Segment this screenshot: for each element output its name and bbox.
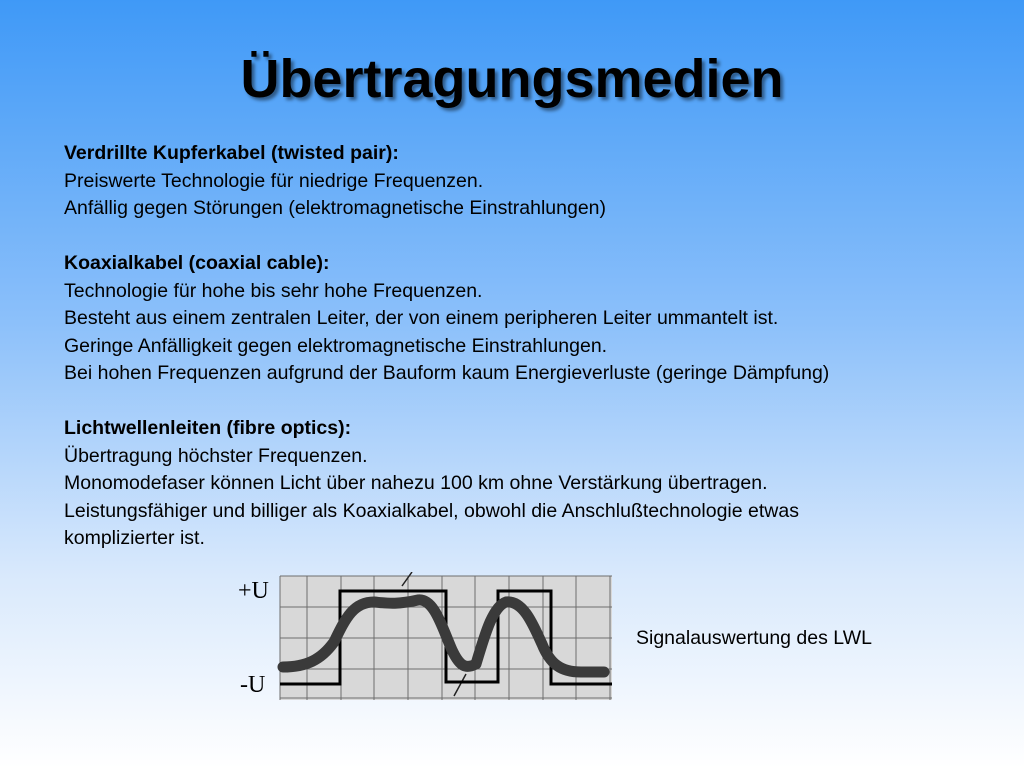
label-plus-u: +U [238, 578, 269, 604]
section-line: Bei hohen Frequenzen aufgrund der Bauform kaum Energieverluste (geringe Dämpfung) [64, 362, 830, 384]
section-line: Übertragung höchster Frequenzen. [64, 444, 368, 467]
section-line: Geringe Anfälligkeit gegen elektromagnetische Einstrahlungen. [64, 334, 608, 357]
section-line: Preiswerte Technologie für niedrige Frequenzen. [64, 169, 484, 192]
figure-caption: Signalauswertung des LWL [636, 627, 872, 649]
section-heading: Verdrillte Kupferkabel (twisted pair): [64, 142, 399, 164]
section-line: Besteht aus einem zentralen Leiter, der von einem peripheren Leiter ummantelt ist. [64, 307, 779, 329]
signal-diagram [236, 572, 616, 702]
section-fibre-optics [64, 415, 984, 553]
section-line: Anfällig gegen Störungen (elektromagnetische Einstrahlungen) [64, 197, 607, 219]
section-heading: Koaxialkabel (coaxial cable): [64, 252, 330, 274]
section-twisted-pair [64, 140, 984, 223]
slide-title: Übertragungsmedien [240, 49, 784, 109]
section-line: Leistungsfähiger und billiger als Koaxialkabel, obwohl die Anschlußtechnologie etwas [64, 499, 799, 522]
section-line: Technologie für hohe bis sehr hohe Frequenzen. [64, 279, 483, 302]
signal-diagram-svg [236, 572, 616, 702]
section-line: Monomodefaser können Licht über nahezu 100 km ohne Verstärkung übertragen. [64, 472, 768, 494]
slide-content [64, 140, 984, 580]
label-minus-u: -U [240, 672, 266, 698]
section-coaxial [64, 250, 984, 388]
section-heading: Lichtwellenleiten (fibre optics): [64, 417, 352, 439]
section-line: komplizierter ist. [64, 527, 205, 549]
